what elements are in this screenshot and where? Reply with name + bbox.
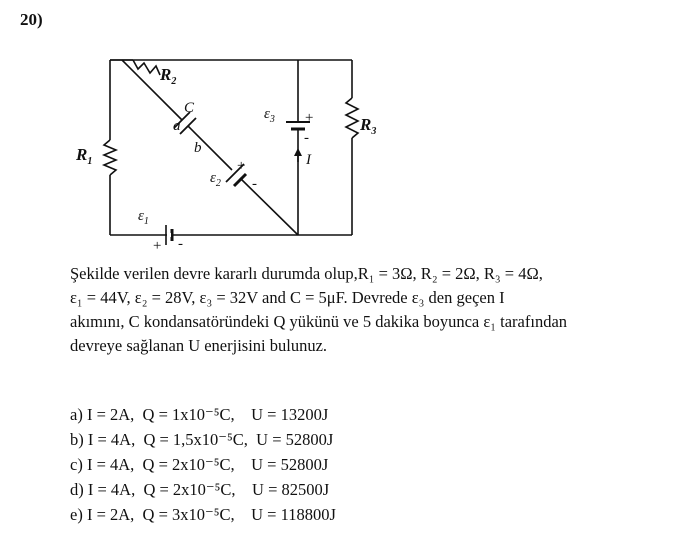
resistor-r1 — [104, 140, 116, 175]
current-arrow-head — [294, 148, 302, 156]
label-e1-plus: + — [152, 238, 163, 254]
problem-text — [70, 262, 628, 358]
problem-line-4: devreye sağlanan U enerjisini bulunuz. — [70, 336, 328, 355]
label-e3-minus: - — [304, 130, 309, 146]
label-i: I — [306, 152, 311, 168]
battery-e2-short — [234, 174, 246, 186]
resistor-r2 — [133, 60, 160, 75]
resistor-r3 — [346, 98, 358, 138]
problem-line-2: ε₁ = 44V, ε₂ = 28V, ε₃ = 32V and C = 5μF. Devrede ε₃ den geçen I — [70, 288, 505, 307]
problem-line-3: akımını, C kondansatöründeki Q yükünü ve 5 dakika boyunca ε₁ tarafından — [70, 312, 568, 331]
label-e3: $\varepsilon_3$ — [264, 106, 275, 125]
option-b[interactable]: b) I = 4A, Q = 1,5x10⁻⁵C, U = 52800J — [70, 430, 334, 449]
label-r2: $R_2$ — [160, 65, 177, 87]
wire-diag-3 — [240, 178, 298, 235]
option-e[interactable]: e) I = 2A, Q = 3x10⁻⁵C, U = 118800J — [70, 505, 336, 524]
label-b: b — [194, 140, 202, 156]
label-e2-plus: + — [236, 158, 247, 174]
label-e1-minus: - — [178, 236, 183, 252]
label-e2-minus: - — [252, 176, 257, 192]
circuit-diagram — [60, 50, 377, 255]
option-c[interactable]: c) I = 4A, Q = 2x10⁻⁵C, U = 52800J — [70, 455, 329, 474]
option-a[interactable]: a) I = 2A, Q = 1x10⁻⁵C, U = 13200J — [70, 405, 329, 424]
question-number: 20) — [20, 10, 43, 29]
label-a: a — [173, 118, 181, 134]
label-r3: $R_3$ — [360, 115, 377, 137]
label-e2: $\varepsilon_2$ — [210, 170, 221, 189]
wire-diag-1 — [122, 60, 182, 120]
option-d[interactable]: d) I = 4A, Q = 2x10⁻⁵C, U = 82500J — [70, 480, 330, 499]
label-e3-plus: + — [304, 110, 315, 126]
answer-options — [70, 402, 336, 527]
label-c: C — [184, 100, 195, 116]
label-e1: $\varepsilon_1$ — [138, 208, 149, 227]
problem-line-1: Şekilde verilen devre kararlı durumda olup,R₁ = 3Ω, R₂ = 2Ω, R₃ = 4Ω, — [70, 264, 543, 283]
label-r1: $R_1$ — [76, 145, 93, 167]
